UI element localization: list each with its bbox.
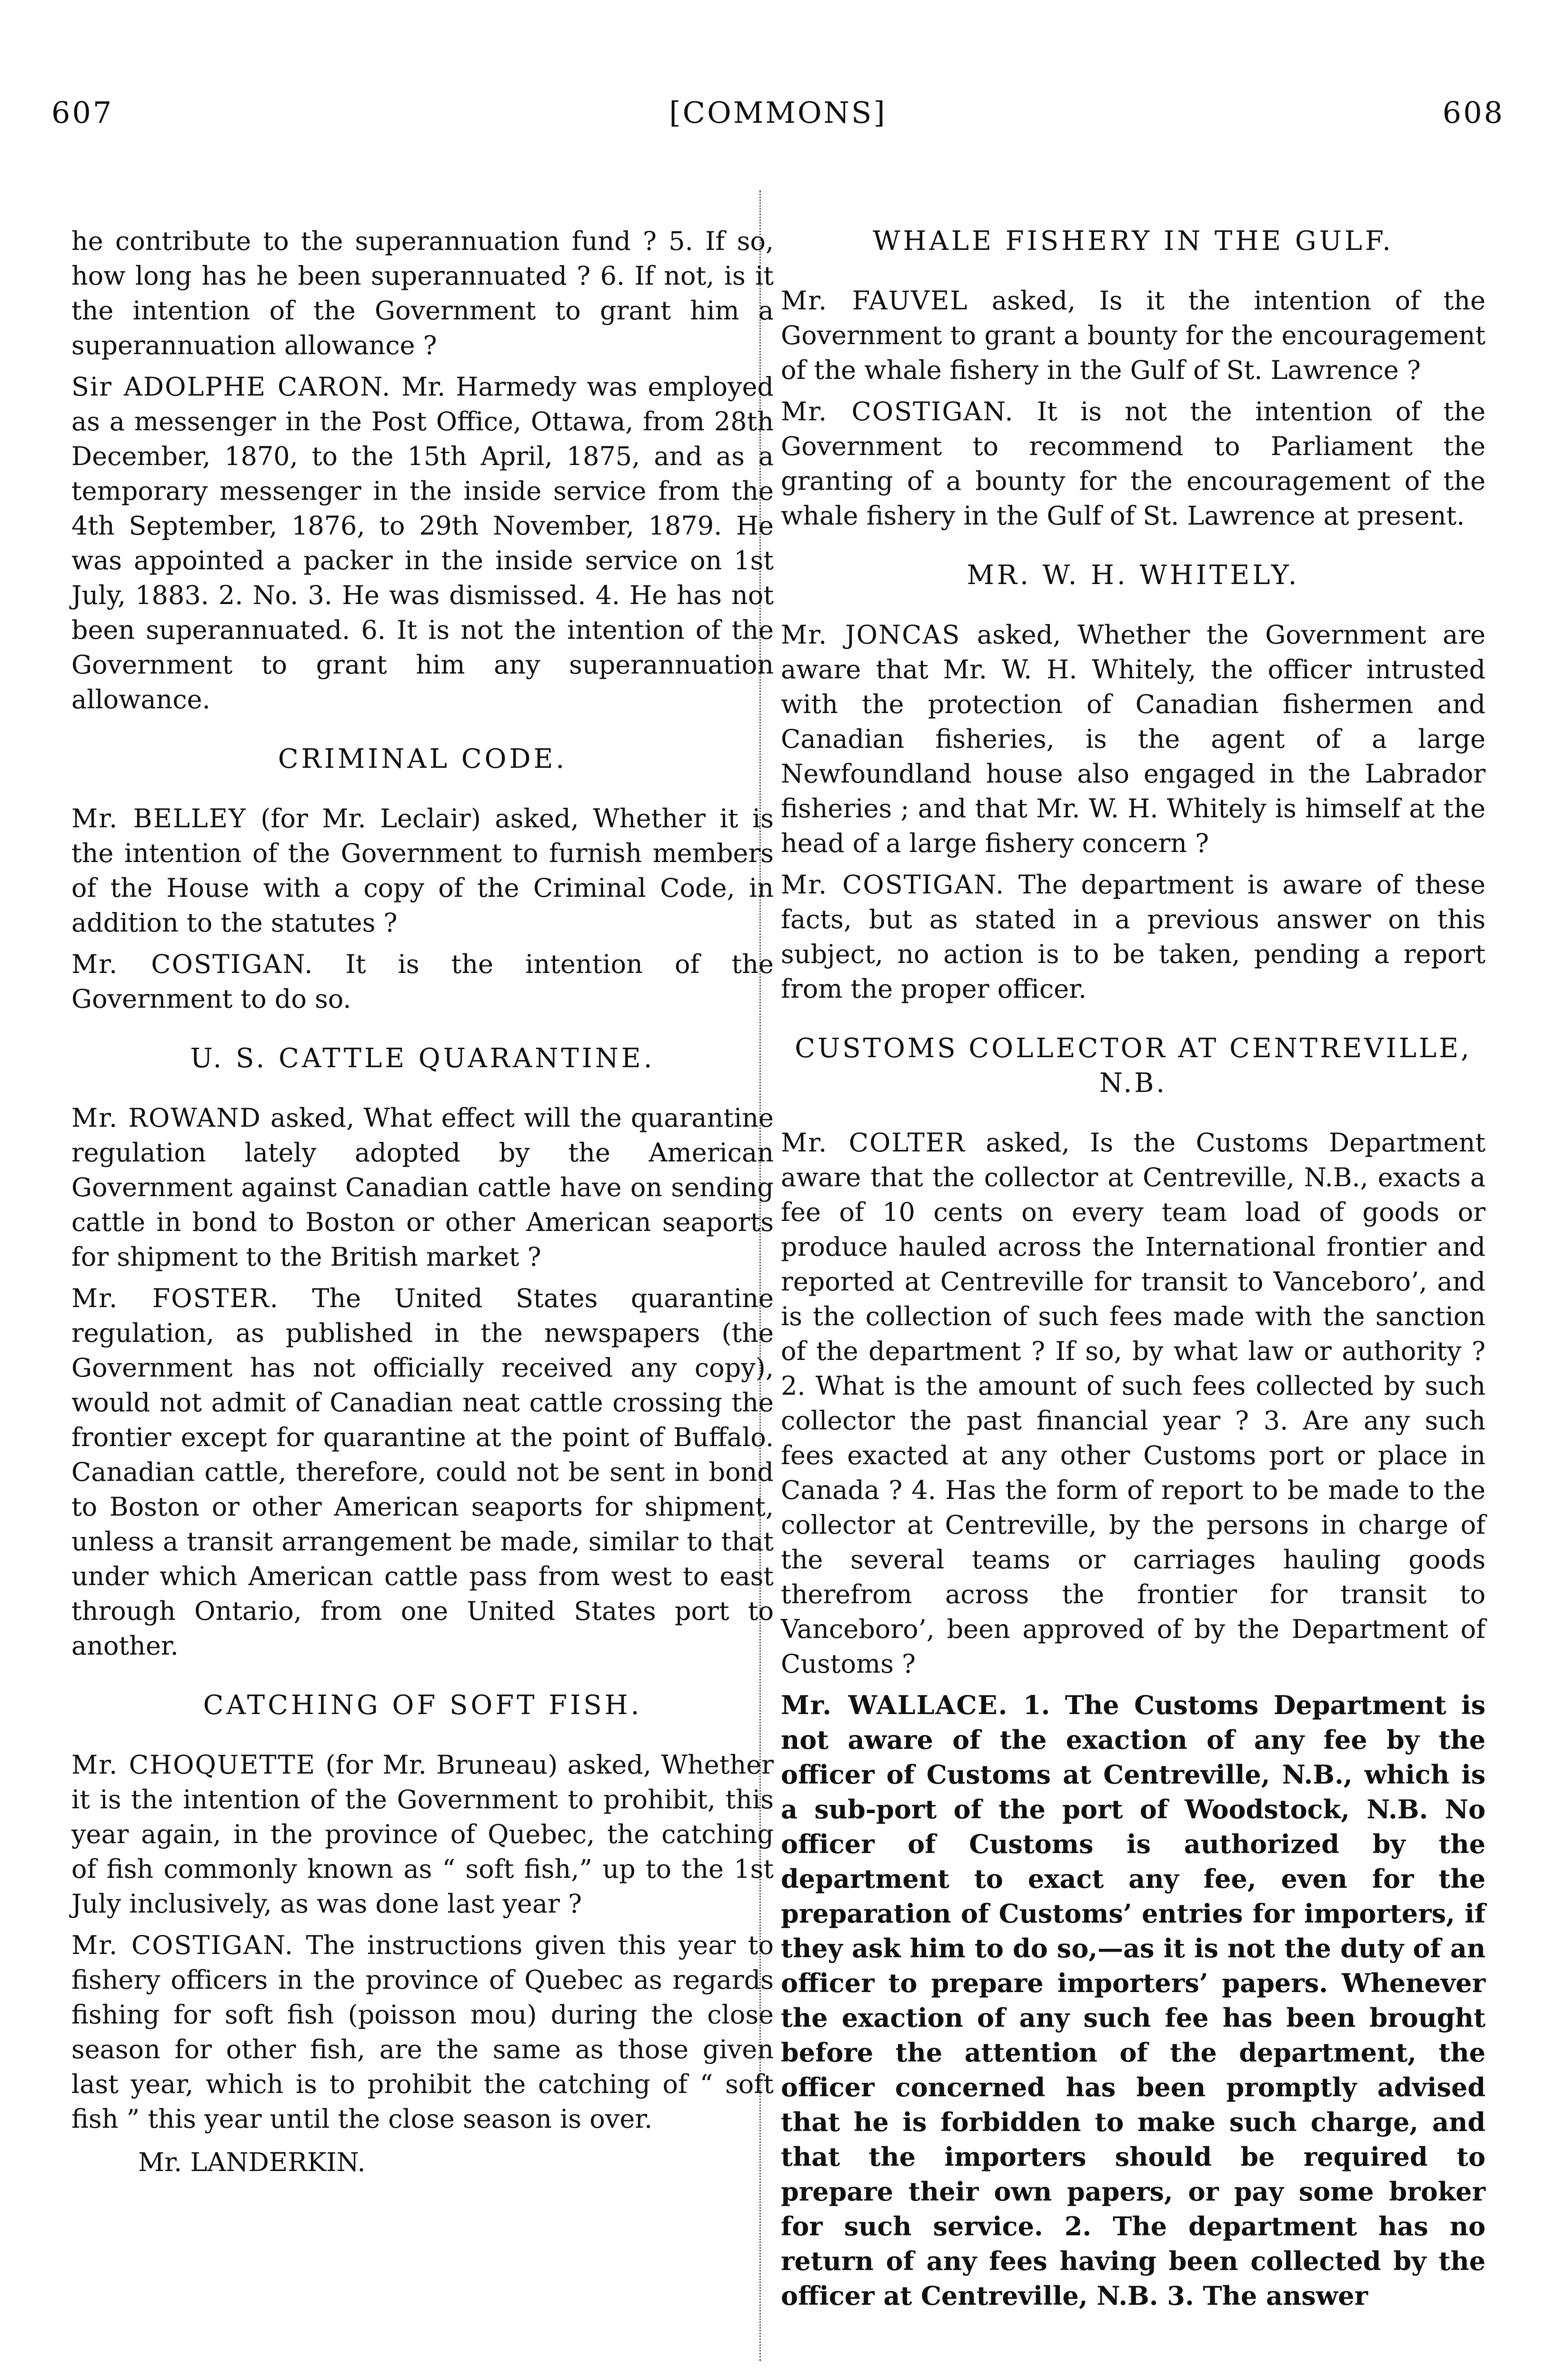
paragraph — [71, 801, 774, 940]
right-column — [781, 224, 1486, 2313]
paragraph-text: 1. The Customs Department is not aware of the exaction of any fee by the officer of Customs at Centreville, N.B., which is a sub-port of the port of Woodstock, N.B. No officer of Customs is authorized by the department to exact any fee, even for the preparation of Customs’ entries for importers, if they ask him to do so,—as it is not the duty of an officer to prepare importers’ papers. Whenever the exaction of any such fee has been brought before the attention of the department, the officer concerned has been promptly advised that he is forbidden to make such charge, and that the importers should be required to prepare their own papers, or pay some broker for such service. 2. The department has no return of any fees having been collected by the officer at Centreville, N.B. 3. The answer — [781, 1690, 1486, 2311]
paragraph — [781, 617, 1486, 861]
paragraph — [71, 947, 774, 1016]
left-column — [71, 224, 774, 2180]
paragraph — [781, 1125, 1486, 1681]
speaker-name: Mr. COSTIGAN. — [781, 870, 1005, 900]
page-header — [0, 95, 1556, 152]
paragraph-text: Mr. Harmedy was employed as a messenger in the Post Office, Ottawa, from 28th December, 1870, to the 15th April, 1875, and as a temporary messenger in the inside service from the 4th September, 1876, to 29th November, 1879. He was appointed a packer in the inside service on 1st July, 1883. 2. No. 3. He was dismissed. 4. He has not been superannuated. 6. It is not the intention of the Government to grant him any superannuation allowance. — [71, 372, 774, 714]
paragraph — [781, 867, 1486, 1006]
paragraph: he contribute to the superannuation fund ? 5. If so, how long has he been superannuated ? 6. If not, is it the intention of the Government to grant him a superannuation allowance ? — [71, 226, 774, 360]
speaker-name: Mr. COSTIGAN. — [71, 949, 314, 979]
page-number-right: 608 — [1442, 95, 1505, 130]
paragraph-text: (for Mr. Bruneau) asked, Whether it is the intention of the Government to prohibit, this year again, in the province of Quebec, the catching of fish commonly known as “ soft fish,” up to the 1st July inclusively, as was done last year ? — [71, 1750, 774, 1919]
paragraph-text: It is not the intention of the Government to recommend to Parliament the granting of a bounty for the encouragement of the whale fishery in the Gulf of St. Lawrence at present. — [781, 397, 1486, 531]
paragraph — [71, 1928, 774, 2136]
paragraph-text: asked, Whether the Government are aware that Mr. W. H. Whitely, the officer intrusted with the protection of Canadian fishermen and Canadian fisheries, is the agent of a large Newfoundland house also engaged in the Labrador fisheries ; and that Mr. W. H. Whitely is himself at the head of a large fishery concern ? — [781, 620, 1486, 858]
speaker-name: Mr. JONCAS — [781, 620, 961, 650]
paragraph — [781, 283, 1486, 387]
paragraph — [71, 369, 774, 717]
paragraph-text: The United States quarantine regulation, as published in the newspapers (the Government has not officially received any copy), would not admit of Canadian neat cattle crossing the frontier except for quarantine at the point of Buffalo. Canadian cattle, therefore, could not be sent in bond to Boston or other American seaports for shipment, unless a transit arrangement be made, similar to that under which American cattle pass from west to east through Ontario, from one United States port to another. — [71, 1283, 774, 1661]
running-header: [COMMONS] — [669, 95, 887, 130]
speaker-name: Mr. ROWAND — [71, 1103, 261, 1133]
speaker-name: Mr. FAUVEL — [781, 286, 968, 316]
section-heading: U. S. CATTLE QUARANTINE. — [190, 1043, 655, 1074]
paragraph — [781, 1688, 1486, 2313]
paragraph-text: The department is aware of these facts, but as stated in a previous answer on this subject, no action is to be taken, pending a report from the proper officer. — [781, 870, 1486, 1004]
paragraph-text: asked, Is the Customs Department aware that the collector at Centreville, N.B., exacts a fee of 10 cents on every team load of goods or produce hauled across the International frontier and reported at Centreville for transit to Vanceboro’, and is the collection of such fees made with the sanction of the department ? If so, by what law or authority ? 2. What is the amount of such fees collected by such collector the past financial year ? 3. Are any such fees exacted at any other Customs port or place in Canada ? 4. Has the form of report to be made to the collector at Centreville, by the persons in charge of the several teams or carriages hauling goods therefrom across the frontier for transit to Vanceboro’, been approved of by the Department of Customs ? — [781, 1128, 1486, 1679]
paragraph — [71, 1101, 774, 1274]
paragraph-text: It is the intention of the Government to do so. — [71, 949, 774, 1014]
section-heading: CRIMINAL CODE. — [278, 744, 568, 774]
speaker-name: Mr. WALLACE. — [781, 1690, 1008, 1720]
paragraph — [71, 1747, 774, 1921]
section-heading: CUSTOMS COLLECTOR AT CENTREVILLE, N.B. — [795, 1033, 1472, 1099]
paragraph-text: asked, Is it the intention of the Government to grant a bounty for the encouragement of the whale fishery in the Gulf of St. Lawrence ? — [781, 286, 1486, 385]
speaker-name: Mr. COSTIGAN. — [781, 397, 1014, 426]
paragraph — [781, 394, 1486, 533]
speaker-name: Mr. BELLEY — [71, 803, 247, 833]
speaker-name: Sir ADOLPHE CARON. — [71, 372, 391, 402]
paragraph-text: (for Mr. Leclair) asked, Whether it is the intention of the Government to furnish members of the House with a copy of the Criminal Code, in addition to the statutes ? — [71, 803, 774, 938]
speaker-name: Mr. LANDERKIN. — [138, 2147, 366, 2177]
section-heading: MR. W. H. WHITELY. — [967, 560, 1300, 591]
speaker-name: Mr. COLTER — [781, 1128, 966, 1158]
paragraph-text: The instructions given this year to fishery officers in the province of Quebec as regards fishing for soft fish (poisson mou) during the close season for other fish, are the same as those given last year, which is to prohibit the catching of “ soft fish ” this year until the close season is over. — [71, 1930, 774, 2134]
page-number-left: 607 — [51, 95, 114, 130]
speaker-name: Mr. FOSTER. — [71, 1283, 279, 1313]
paragraph-text: asked, What effect will the quarantine regulation lately adopted by the American Government against Canadian cattle have on sending cattle in bond to Boston or other American seaports for shipment to the British market ? — [71, 1103, 774, 1272]
speaker-name: Mr. COSTIGAN. — [71, 1930, 294, 1960]
section-heading: CATCHING OF SOFT FISH. — [203, 1690, 642, 1721]
paragraph — [71, 1281, 774, 1663]
speaker-name: Mr. CHOQUETTE — [71, 1750, 316, 1780]
section-heading: WHALE FISHERY IN THE GULF. — [873, 226, 1394, 257]
